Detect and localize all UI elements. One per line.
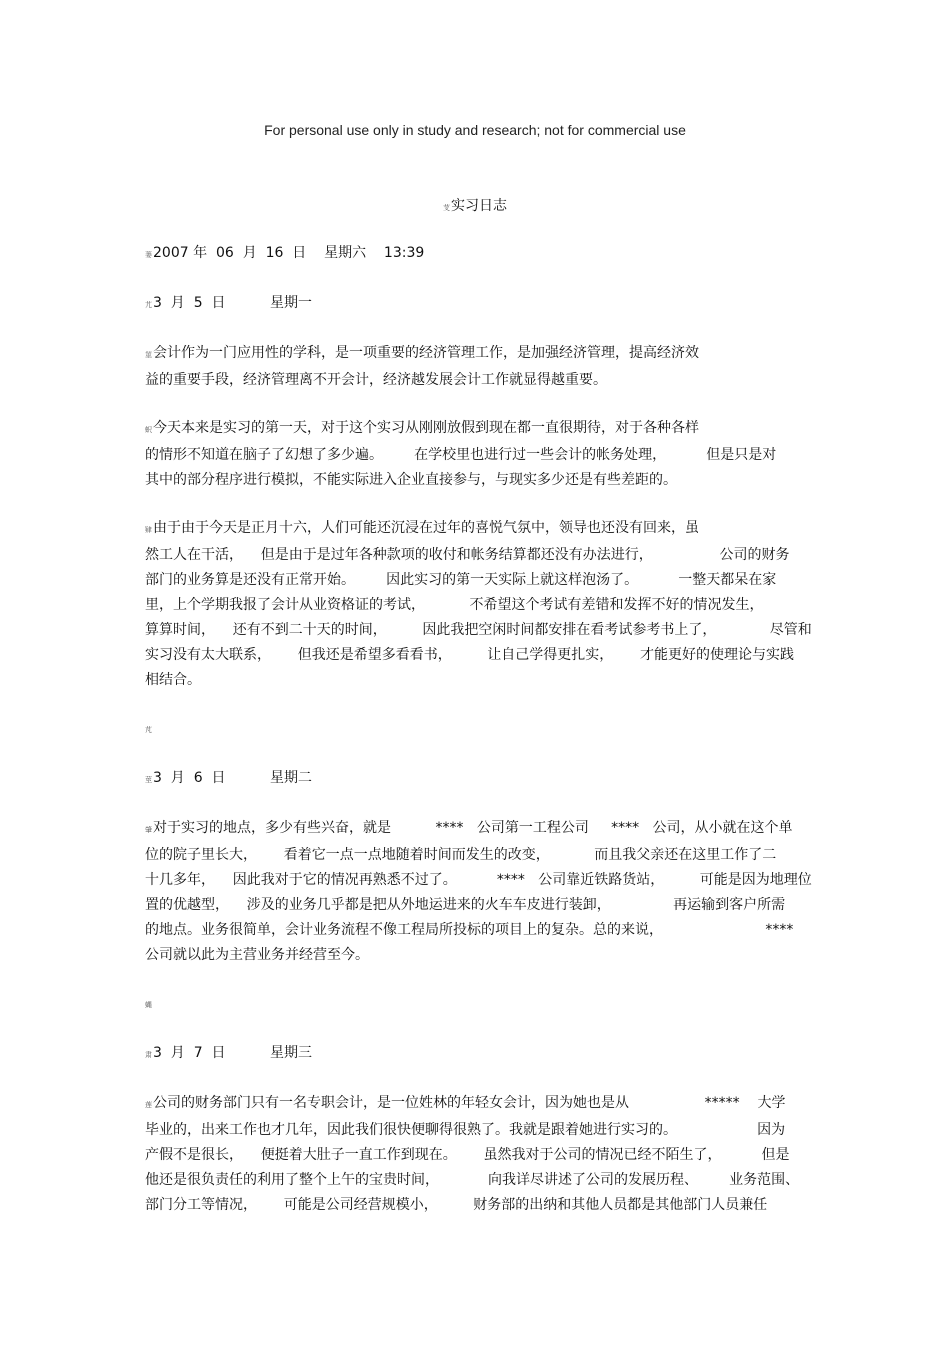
paragraph-line: 产假不是很长， 便挺着大肚子一直工作到现在。 虽然我对于公司的情况已经不陌生了， 但是: [145, 1147, 790, 1163]
paragraph-line: 其中的部分程序进行模拟，不能实际进入企业直接参与，与现实多少还是有些差距的。: [145, 472, 677, 488]
paragraph: [145, 816, 810, 968]
paragraph-marker: 莲: [145, 1101, 152, 1109]
date-line: [145, 241, 424, 268]
paragraph-marker: 蚇: [145, 426, 152, 434]
paragraph-marker: 莁: [145, 351, 152, 359]
document-title: [0, 195, 950, 215]
paragraph-line: 十几多年， 因此我对于它的情况再熟悉不过了。 **** 公司靠近铁路货站， 可能是因为地理位: [145, 872, 812, 888]
paragraph-line: 然工人在干活， 但是由于是过年各种款项的收付和帐务结算都还没有办法进行， 公司的财务: [145, 547, 790, 563]
paragraph: [145, 416, 810, 493]
heading-marker: 芁: [145, 301, 152, 309]
paragraph: [145, 1091, 810, 1218]
paragraph-line: 他还是很负责任的利用了整个上午的宝贵时间， 向我详尽讲述了公司的发展历程、 业务范围、: [145, 1172, 800, 1188]
heading-text: 3 月 6 日 星期二: [153, 770, 313, 786]
heading-text: 3 月 5 日 星期一: [153, 295, 313, 311]
date-text: 2007 年 06 月 16 日 星期六 13:39: [153, 245, 425, 261]
paragraph-line: 实习没有太大联系， 但我还是希望多看看书， 让自己学得更扎实， 才能更好的使理论与实践: [145, 647, 795, 663]
entry-heading: [145, 1041, 312, 1068]
paragraph-line: 置的优越型， 涉及的业务几乎都是把从外地运进来的火车车皮进行装卸， 再运输到客户所需: [145, 897, 786, 913]
paragraph-line: 莲公司的财务部门只有一名专职会计，是一位姓林的年轻女会计，因为她也是从 ***** 大学: [145, 1095, 786, 1111]
paragraph-line: 公司就以此为主营业务并经营至今。: [145, 947, 369, 963]
paragraph-line: 的情形不知道在脑子了幻想了多少遍。 在学校里也进行过一些会计的帐务处理， 但是只是对: [145, 447, 777, 463]
separator-marker: 蝿: [145, 1001, 152, 1009]
paragraph-marker: 肄: [145, 526, 152, 534]
paragraph-line: 部门分工等情况， 可能是公司经营规模小， 财务部的出纳和其他人员都是其他部门人员兼任: [145, 1197, 768, 1213]
paragraph: [145, 341, 810, 393]
paragraph-line: 相结合。: [145, 672, 201, 688]
separator-marker: 芃: [145, 726, 152, 734]
paragraph-line: 算算时间， 还有不到二十天的时间， 因此我把空闲时间都安排在看考试参考书上了， 尽管和: [145, 622, 812, 638]
title-marker: 芆: [443, 204, 450, 212]
date-marker: 蒌: [145, 251, 152, 259]
paragraph-line: 肇对于实习的地点，多少有些兴奋，就是 **** 公司第一工程公司 **** 公司，从小就在这个单: [145, 820, 793, 836]
paragraph-line: 部门的业务算是还没有正常开始。 因此实习的第一天实际上就这样泡汤了。 一整天都呆在家: [145, 572, 777, 588]
paragraph-line: 蚇今天本来是实习的第一天，对于这个实习从刚刚放假到现在都一直很期待，对于各种各样: [145, 420, 699, 436]
heading-text: 3 月 7 日 星期三: [153, 1045, 313, 1061]
paragraph-line: 肄由于由于今天是正月十六，人们可能还沉浸在过年的喜悦气氛中，领导也还没有回来，虽: [145, 520, 699, 536]
paragraph: [145, 516, 810, 693]
paragraph-line: 益的重要手段，经济管理离不开会计，经济越发展会计工作就显得越重要。: [145, 372, 607, 388]
paragraph-marker: 肇: [145, 826, 152, 834]
paragraph-line: 位的院子里长大， 看着它一点一点地随着时间而发生的改变， 而且我父亲还在这里工作了二: [145, 847, 777, 863]
usage-notice: For personal use only in study and research; not for commercial use: [264, 122, 686, 138]
paragraph-line: 莁会计作为一门应用性的学科，是一项重要的经济管理工作，是加强经济管理，提高经济效: [145, 345, 699, 361]
entry-heading: [145, 291, 312, 318]
heading-marker: 肃: [145, 1051, 152, 1059]
entry-heading: [145, 766, 312, 793]
heading-marker: 莖: [145, 776, 152, 784]
paragraph-line: 的地点。业务很简单，会计业务流程不像工程局所投标的项目上的复杂。总的来说， ****: [145, 922, 794, 938]
paragraph-line: 里，上个学期我报了会计从业资格证的考试， 不希望这个考试有差错和发挥不好的情况发生，: [145, 597, 764, 613]
paragraph-line: 毕业的，出来工作也才几年，因此我们很快便聊得很熟了。我就是跟着她进行实习的。 因为: [145, 1122, 786, 1138]
title-text: 实习日志: [451, 198, 507, 214]
